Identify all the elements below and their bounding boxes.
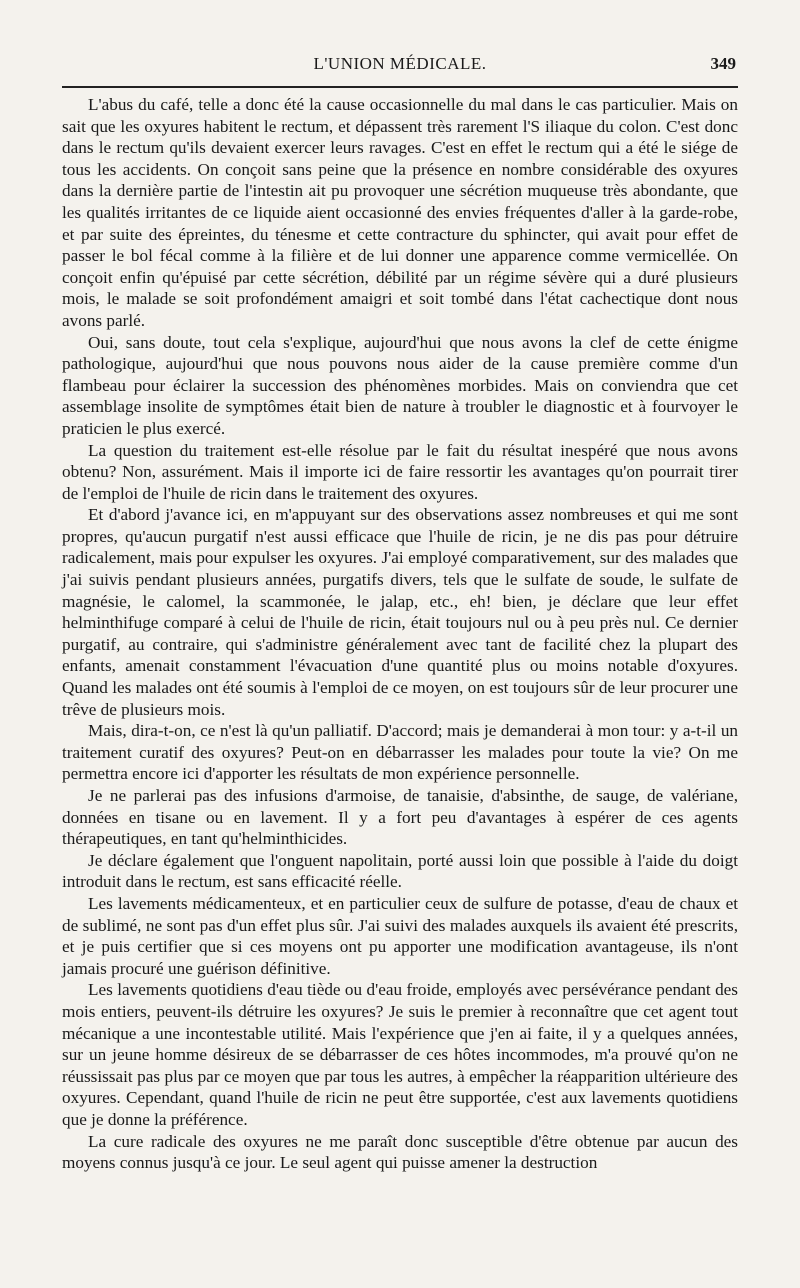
article-body (62, 94, 738, 1174)
running-header (62, 50, 738, 80)
paragraph: Je ne parlerai pas des infusions d'armoise, de tanaisie, d'absinthe, de sauge, de valériane, données en tisane ou en lavement. Il y a fort peu d'avantages à espérer de ces agents thérapeutiques, en tant qu'helminthicides. (62, 786, 738, 849)
paragraph: Et d'abord j'avance ici, en m'appuyant sur des observations assez nombreuses et qui me sont propres, qu'aucun purgatif n'est aussi efficace que l'huile de ricin, je ne dis pas pour détruire radicalement, mais pour expulser les oxyures. J'ai employé comparativement, sur des malades que j'ai suivis pendant plusieurs années, purgatifs divers, tels que le sulfate de soude, le sulfate de magnésie, le calomel, la scammonée, le jalap, etc., eh! bien, je déclare que leur effet helminthifuge comparé à celui de l'huile de ricin, était toujours nul ou à peu près nul. Ce dernier purgatif, au contraire, qui s'administre généralement avec tant de facilité chez la plupart des enfants, amenait constamment l'évacuation d'une quantité plus ou moins notable d'oxyures. Quand les malades ont été soumis à l'emploi de ce moyen, on est toujours sûr de leur procurer une trêve de plusieurs mois. (62, 505, 738, 719)
paragraph: La cure radicale des oxyures ne me paraît donc susceptible d'être obtenue par aucun des moyens connus jusqu'à ce jour. Le seul agent qui puisse amener la destruction (62, 1131, 738, 1173)
paragraph: Oui, sans doute, tout cela s'explique, aujourd'hui que nous avons la clef de cette énigme pathologique, aujourd'hui que nous pouvons nous aider de la cause première comme d'un flambeau pour éclairer la succession des phénomènes morbides. Mais on conviendra que cet assemblage insolite de symptômes était bien de nature à troubler le diagnostic et à fourvoyer le praticien le plus exercé. (62, 332, 738, 438)
paragraph: La question du traitement est-elle résolue par le fait du résultat inespéré que nous avons obtenu? Non, assurément. Mais il importe ici de faire ressortir les avantages qu'on pourrait tirer de l'emploi de l'huile de ricin dans le traitement des oxyures. (62, 440, 738, 503)
page-number: 349 (710, 54, 736, 73)
header-rule (62, 86, 738, 88)
paragraph: L'abus du café, telle a donc été la cause occasionnelle du mal dans le cas particulier. Mais on sait que les oxyures habitent le rectum, et dépassent très rarement l'S iliaque du colon. C'est donc dans le rectum qu'ils devaient exercer leurs ravages. C'est en effet le rectum qui a été le siége de tous les accidents. On conçoit sans peine que la présence en nombre considérable des oxyures dans la dernière partie de l'intestin ait pu provoquer une sécrétion muqueuse très abondante, que les qualités irritantes de ce liquide aient occasionné des envies fréquentes d'aller à la garde-robe, et par suite des épreintes, du ténesme et cette contracture du sphincter, qui avait pour effet de passer le bol fécal comme à la filière et de lui donner une apparence comme vermicellée. On conçoit enfin qu'épuisé par cette sécrétion, débilité par un régime sévère qui a duré plusieurs mois, le malade se soit profondément amaigri et soit tombé dans l'état cachectique dont nous avons parlé. (62, 95, 738, 330)
paragraph: Je déclare également que l'onguent napolitain, porté aussi loin que possible à l'aide du doigt introduit dans le rectum, est sans efficacité réelle. (62, 850, 738, 892)
paragraph: Les lavements médicamenteux, et en particulier ceux de sulfure de potasse, d'eau de chaux et de sublimé, ne sont pas d'un effet plus sûr. J'ai suivi des malades auxquels ils avaient été prescrits, et je puis certifier que si ces moyens ont pu apporter une modification avantageuse, ils n'ont jamais procuré une guérison définitive. (62, 893, 738, 978)
journal-title: L'UNION MÉDICALE. (313, 54, 487, 73)
paragraph: Les lavements quotidiens d'eau tiède ou d'eau froide, employés avec persévérance pendant des mois entiers, peuvent-ils détruire les oxyures? Je suis le premier à reconnaître que cet agent tout mécanique a une incontestable utilité. Mais l'expérience que j'en ai faite, il y a quelques années, sur un jeune homme désireux de se débarrasser de ces hôtes incommodes, m'a prouvé qu'on ne réussissait pas plus par ce moyen que par tous les autres, à empêcher la réapparition ultérieure des oxyures. Cependant, quand l'huile de ricin ne peut être supportée, c'est aux lavements quotidiens que je donne la préférence. (62, 980, 738, 1129)
paragraph: Mais, dira-t-on, ce n'est là qu'un palliatif. D'accord; mais je demanderai à mon tour: y a-t-il un traitement curatif des oxyures? Peut-on en débarrasser les malades pour toute la vie? On me permettra encore ici d'apporter les résultats de mon expérience personnelle. (62, 721, 738, 784)
